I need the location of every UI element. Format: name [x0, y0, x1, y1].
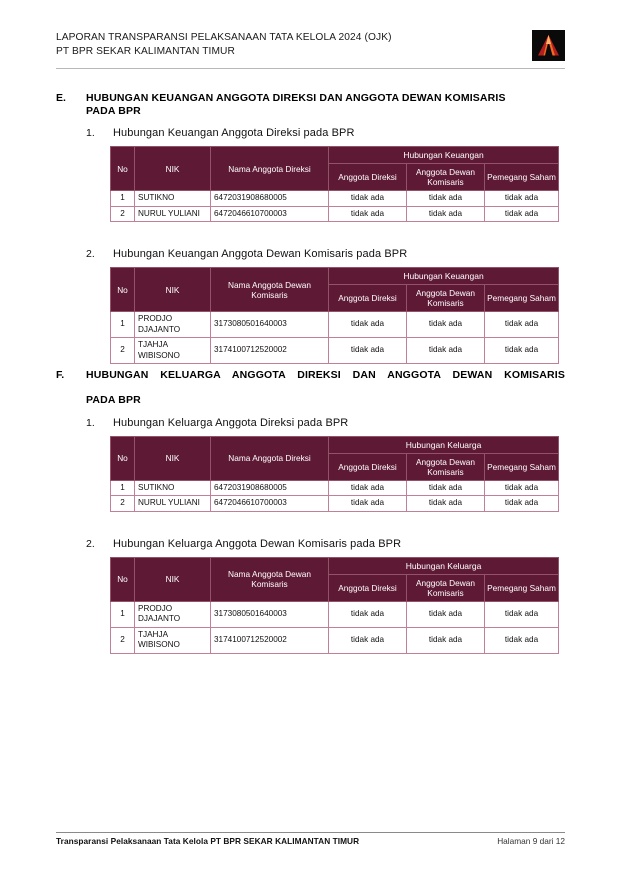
subsection-e2-title: Hubungan Keuangan Anggota Dewan Komisaris pada BPR — [113, 248, 408, 260]
subsection-e2-heading — [86, 247, 565, 261]
cell-no: 1 — [111, 312, 135, 338]
cell-nik: SUTIKNO — [135, 480, 211, 496]
footer-document-title: Transparansi Pelaksanaan Tata Kelola PT BPR SEKAR KALIMANTAN TIMUR — [56, 836, 360, 846]
subsection-e1-heading — [86, 126, 565, 140]
section-e-letter: E. — [56, 92, 66, 104]
section-e-title-line1: HUBUNGAN KEUANGAN ANGGOTA DIREKSI DAN ANGGOTA DEWAN KOMISARIS — [86, 92, 506, 104]
cell-komisaris: tidak ada — [407, 191, 485, 207]
table-f1-col-nik: NIK — [135, 436, 211, 480]
header-divider — [56, 68, 565, 69]
table-e1-header-row-1 — [111, 147, 559, 164]
cell-direksi: tidak ada — [329, 191, 407, 207]
section-e-title — [86, 92, 565, 117]
table-e1-col-no: No — [111, 147, 135, 191]
table-e2 — [110, 267, 559, 364]
subsection-f2-number: 2. — [86, 537, 95, 550]
table-f2-subcol-komisaris: Anggota Dewan Komisaris — [407, 574, 485, 601]
table-f2-col-no: No — [111, 557, 135, 601]
cell-name: 3173080501640003 — [211, 601, 329, 627]
document-header-title — [56, 30, 392, 58]
table-f2-col-nik: NIK — [135, 557, 211, 601]
cell-komisaris: tidak ada — [407, 312, 485, 338]
subsection-f1-number: 1. — [86, 416, 95, 429]
cell-komisaris: tidak ada — [407, 627, 485, 653]
cell-komisaris: tidak ada — [407, 338, 485, 364]
table-e2-subcol-komisaris: Anggota Dewan Komisaris — [407, 285, 485, 312]
cell-nik: TJAHJA WIBISONO — [135, 338, 211, 364]
cell-nik: TJAHJA WIBISONO — [135, 627, 211, 653]
section-f — [56, 369, 565, 654]
subsection-f2-title: Hubungan Keluarga Anggota Dewan Komisaris pada BPR — [113, 537, 402, 550]
table-e1 — [110, 146, 559, 222]
table-row — [111, 338, 559, 364]
cell-no: 2 — [111, 496, 135, 512]
table-f1-subcol-komisaris: Anggota Dewan Komisaris — [407, 453, 485, 480]
document-header — [56, 30, 565, 61]
table-f2-header-row-1 — [111, 557, 559, 574]
cell-komisaris: tidak ada — [407, 480, 485, 496]
table-f1-col-no: No — [111, 436, 135, 480]
cell-pemegang-saham: tidak ada — [485, 627, 559, 653]
section-e — [56, 92, 565, 364]
cell-nik: SUTIKNO — [135, 191, 211, 207]
cell-name: 3174100712520002 — [211, 627, 329, 653]
table-e2-col-name: Nama Anggota Dewan Komisaris — [211, 268, 329, 312]
cell-komisaris: tidak ada — [407, 496, 485, 512]
document-footer — [56, 836, 565, 846]
cell-no: 1 — [111, 480, 135, 496]
footer-divider — [56, 832, 565, 833]
cell-name: 6472046610700003 — [211, 206, 329, 222]
table-e2-group-header: Hubungan Keuangan — [329, 268, 559, 285]
cell-name: 6472046610700003 — [211, 496, 329, 512]
table-row — [111, 312, 559, 338]
table-e1-col-nik: NIK — [135, 147, 211, 191]
cell-direksi: tidak ada — [329, 206, 407, 222]
table-e2-header-row-1 — [111, 268, 559, 285]
table-f1-col-name: Nama Anggota Direksi — [211, 436, 329, 480]
cell-pemegang-saham: tidak ada — [485, 312, 559, 338]
section-f-title — [86, 369, 565, 407]
subsection-e1-number: 1. — [86, 127, 95, 139]
table-f1 — [110, 436, 559, 512]
cell-direksi: tidak ada — [329, 338, 407, 364]
cell-nik: NURUL YULIANI — [135, 206, 211, 222]
cell-pemegang-saham: tidak ada — [485, 496, 559, 512]
table-f1-group-header: Hubungan Keluarga — [329, 436, 559, 453]
cell-komisaris: tidak ada — [407, 601, 485, 627]
cell-no: 2 — [111, 338, 135, 364]
table-e1-subcol-direksi: Anggota Direksi — [329, 164, 407, 191]
table-f2 — [110, 557, 559, 654]
cell-no: 2 — [111, 627, 135, 653]
cell-direksi: tidak ada — [329, 480, 407, 496]
table-e1-wrapper — [110, 146, 565, 222]
cell-pemegang-saham: tidak ada — [485, 191, 559, 207]
cell-direksi: tidak ada — [329, 601, 407, 627]
table-row — [111, 206, 559, 222]
table-e2-wrapper — [110, 267, 565, 364]
subsection-f1-heading — [86, 416, 565, 430]
document-header-line1: LAPORAN TRANSPARANSI PELAKSANAAN TATA KELOLA 2024 (OJK) — [56, 32, 392, 43]
cell-name: 6472031908680005 — [211, 191, 329, 207]
cell-name: 3174100712520002 — [211, 338, 329, 364]
section-f-title-line1: HUBUNGAN KELUARGA ANGGOTA DIREKSI DAN ANGGOTA DEWAN KOMISARIS — [86, 369, 565, 381]
cell-pemegang-saham: tidak ada — [485, 480, 559, 496]
footer-page-number: Halaman 9 dari 12 — [497, 836, 565, 846]
table-f2-group-header: Hubungan Keluarga — [329, 557, 559, 574]
subsection-f2-heading — [86, 537, 565, 551]
table-e2-subcol-direksi: Anggota Direksi — [329, 285, 407, 312]
cell-pemegang-saham: tidak ada — [485, 338, 559, 364]
cell-pemegang-saham: tidak ada — [485, 601, 559, 627]
table-e1-subcol-komisaris: Anggota Dewan Komisaris — [407, 164, 485, 191]
table-f2-subcol-direksi: Anggota Direksi — [329, 574, 407, 601]
table-f2-wrapper — [110, 557, 565, 654]
cell-direksi: tidak ada — [329, 312, 407, 338]
table-e2-col-no: No — [111, 268, 135, 312]
table-f1-wrapper — [110, 436, 565, 512]
table-f2-subcol-pemegang-saham: Pemegang Saham — [485, 574, 559, 601]
table-f1-subcol-pemegang-saham: Pemegang Saham — [485, 453, 559, 480]
table-e1-col-name: Nama Anggota Direksi — [211, 147, 329, 191]
cell-komisaris: tidak ada — [407, 206, 485, 222]
cell-nik: PRODJO DJAJANTO — [135, 601, 211, 627]
cell-no: 1 — [111, 601, 135, 627]
table-e1-group-header: Hubungan Keuangan — [329, 147, 559, 164]
table-row — [111, 191, 559, 207]
table-e2-subcol-pemegang-saham: Pemegang Saham — [485, 285, 559, 312]
cell-name: 6472031908680005 — [211, 480, 329, 496]
table-f1-subcol-direksi: Anggota Direksi — [329, 453, 407, 480]
subsection-e1-title: Hubungan Keuangan Anggota Direksi pada BPR — [113, 127, 355, 139]
table-f2-col-name: Nama Anggota Dewan Komisaris — [211, 557, 329, 601]
cell-name: 3173080501640003 — [211, 312, 329, 338]
table-f1-header-row-1 — [111, 436, 559, 453]
table-row — [111, 627, 559, 653]
section-f-letter: F. — [56, 369, 65, 381]
table-row — [111, 480, 559, 496]
cell-direksi: tidak ada — [329, 496, 407, 512]
section-e-heading — [56, 92, 565, 117]
document-header-line2: PT BPR SEKAR KALIMANTAN TIMUR — [56, 45, 235, 57]
table-e1-subcol-pemegang-saham: Pemegang Saham — [485, 164, 559, 191]
section-e-title-line2: PADA BPR — [86, 104, 141, 117]
cell-nik: PRODJO DJAJANTO — [135, 312, 211, 338]
cell-pemegang-saham: tidak ada — [485, 206, 559, 222]
cell-nik: NURUL YULIANI — [135, 496, 211, 512]
table-e2-col-nik: NIK — [135, 268, 211, 312]
section-f-title-line2: PADA BPR — [86, 394, 141, 406]
triangle-a-logo-icon — [532, 30, 565, 61]
cell-no: 1 — [111, 191, 135, 207]
subsection-f1-title: Hubungan Keluarga Anggota Direksi pada BPR — [113, 416, 349, 429]
subsection-e2-number: 2. — [86, 248, 95, 260]
cell-direksi: tidak ada — [329, 627, 407, 653]
table-row — [111, 601, 559, 627]
section-f-heading — [56, 369, 565, 407]
cell-no: 2 — [111, 206, 135, 222]
table-row — [111, 496, 559, 512]
